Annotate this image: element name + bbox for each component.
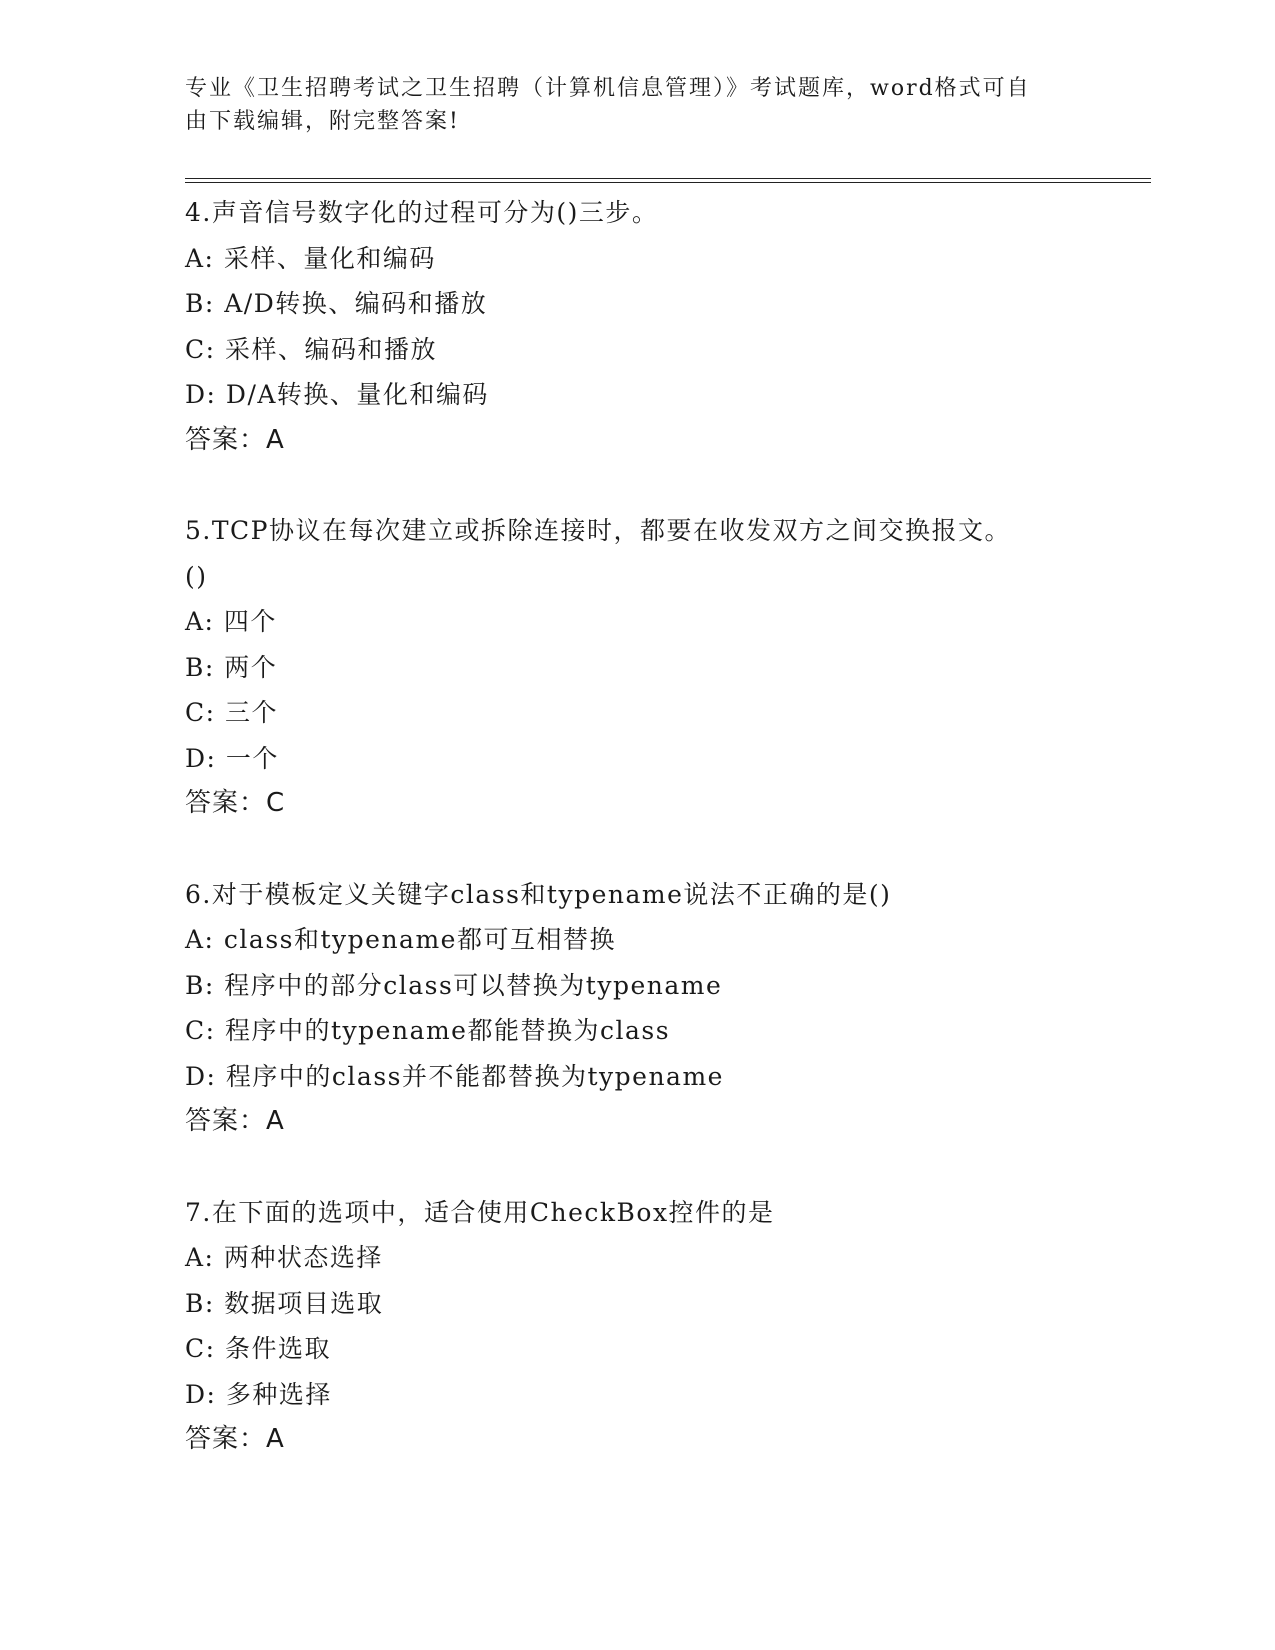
header-line-2: 由下载编辑，附完整答案! [185, 109, 460, 134]
question-7 [185, 1190, 1145, 1463]
question-stem: 7.在下面的选项中，适合使用CheckBox控件的是 [185, 1197, 775, 1227]
option-d: D: D/A转换、量化和编码 [185, 380, 489, 409]
header-line-1: 专业《卫生招聘考试之卫生招聘（计算机信息管理）》考试题库，word格式可自 [185, 76, 1031, 101]
question-stem: 6.对于模板定义关键字class和typename说法不正确的是() [185, 879, 892, 909]
option-c: C: 三个 [185, 698, 278, 727]
question-5 [185, 508, 1145, 827]
answer-label: 答案：C [185, 788, 286, 818]
option-d: D: 程序中的class并不能都替换为typename [185, 1061, 724, 1091]
answer-label: 答案：A [185, 1424, 285, 1454]
option-a: A: class和typename都可互相替换 [185, 925, 616, 954]
option-d: D: 一个 [185, 743, 279, 773]
question-stem-continued: () [185, 561, 208, 591]
header-divider-top [185, 178, 1151, 179]
question-stem: 5.TCP协议在每次建立或拆除连接时，都要在收发双方之间交换报文。 [185, 516, 1011, 545]
question-4 [185, 190, 1145, 463]
option-b: B: 程序中的部分class可以替换为typename [185, 970, 723, 1000]
option-b: B: A/D转换、编码和播放 [185, 289, 488, 318]
option-a: A: 四个 [185, 607, 277, 636]
question-6 [185, 872, 1145, 1145]
option-c: C: 条件选取 [185, 1334, 331, 1363]
option-d: D: 多种选择 [185, 1379, 332, 1409]
option-b: B: 数据项目选取 [185, 1288, 384, 1318]
answer-label: 答案：A [185, 424, 285, 455]
header-divider-bottom [185, 182, 1151, 183]
document-header [185, 72, 1085, 138]
option-c: C: 程序中的typename都能替换为class [185, 1016, 671, 1045]
question-stem: 4.声音信号数字化的过程可分为()三步。 [185, 198, 659, 227]
option-c: C: 采样、编码和播放 [185, 334, 437, 364]
option-a: A: 两种状态选择 [185, 1243, 383, 1272]
option-b: B: 两个 [185, 652, 278, 682]
answer-label: 答案：A [185, 1106, 285, 1136]
option-a: A: 采样、量化和编码 [185, 243, 436, 273]
question-list [185, 190, 1145, 1508]
